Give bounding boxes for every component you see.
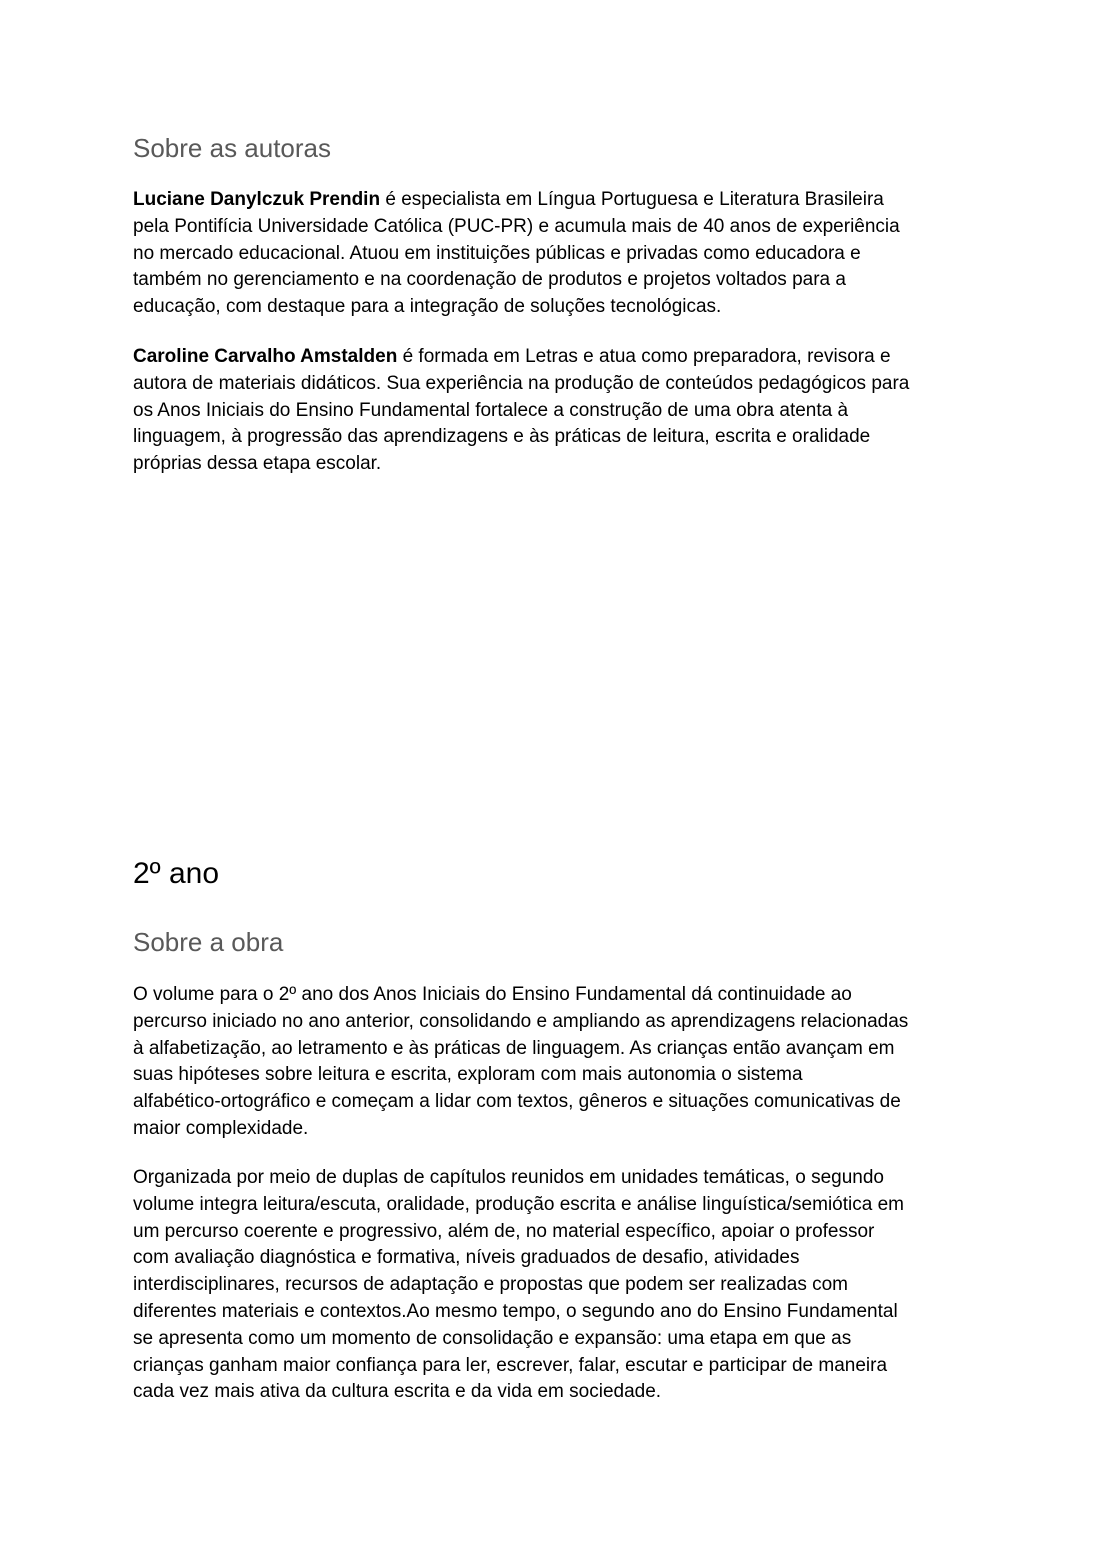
work-p1-line: O volume para o 2º ano dos Anos Iniciais do Ensino Fundamental dá continuidade ao <box>133 984 852 1005</box>
author2-paragraph <box>133 344 973 478</box>
work-p2-line: crianças ganham maior confiança para ler, escrever, falar, escutar e participar de maneira <box>133 1354 888 1376</box>
author1-line-text: é especialista em Língua Portuguesa e Literatura Brasileira <box>380 189 884 210</box>
work-p1-line: percurso iniciado no ano anterior, consolidando e ampliando as aprendizagens relacionadas <box>133 1010 909 1032</box>
work-p1-line: maior complexidade. <box>133 1117 309 1139</box>
author2-line: os Anos Iniciais do Ensino Fundamental fortalece a construção de uma obra atenta à <box>133 399 849 421</box>
author2-line: próprias dessa etapa escolar. <box>133 453 382 475</box>
work-section-title: Sobre a obra <box>133 927 284 957</box>
work-p1-line: alfabético-ortográfico e começam a lidar com textos, gêneros e situações comunicativas de <box>133 1091 901 1113</box>
author1-paragraph <box>133 187 973 321</box>
author1-name: Luciane Danylczuk Prendin <box>133 189 381 210</box>
author1-line: educação, com destaque para a integração de soluções tecnológicas. <box>133 296 722 318</box>
author1-line: pela Pontifícia Universidade Católica (PUC-PR) e acumula mais de 40 anos de experiência <box>133 215 900 237</box>
work-paragraph-2 <box>133 1165 973 1406</box>
work-p2-line: diferentes materiais e contextos.Ao mesmo tempo, o segundo ano do Ensino Fundamental <box>133 1300 898 1322</box>
authors-section-title: Sobre as autoras <box>133 133 332 163</box>
work-p2-line: volume integra leitura/escuta, oralidade, produção escrita e análise linguística/semiótica em <box>133 1193 904 1215</box>
author2-line: autora de materiais didáticos. Sua experiência na produção de conteúdos pedagógicos para <box>133 372 910 394</box>
author1-line-first <box>133 187 973 214</box>
author2-line-text: é formada em Letras e atua como preparadora, revisora e <box>397 346 891 367</box>
work-p1-line: suas hipóteses sobre leitura e escrita, exploram com mais autonomia o sistema <box>133 1064 803 1086</box>
author1-line: também no gerenciamento e na coordenação de produtos e projetos voltados para a <box>133 269 846 291</box>
work-p1-line: à alfabetização, ao letramento e às práticas de linguagem. As crianças então avançam em <box>133 1037 895 1059</box>
year-heading: 2º ano <box>133 857 220 890</box>
work-p2-line: se apresenta como um momento de consolidação e expansão: uma etapa em que as <box>133 1327 852 1349</box>
work-p2-line: um percurso coerente e progressivo, além de, no material específico, apoiar o professor <box>133 1220 875 1242</box>
author1-line: no mercado educacional. Atuou em instituições públicas e privadas como educadora e <box>133 242 861 264</box>
author2-line-first <box>133 344 973 371</box>
author2-name: Caroline Carvalho Amstalden <box>133 346 398 367</box>
work-p2-line: cada vez mais ativa da cultura escrita e da vida em sociedade. <box>133 1381 662 1403</box>
work-p2-line: com avaliação diagnóstica e formativa, níveis graduados de desafio, atividades <box>133 1247 800 1269</box>
work-p2-line: interdisciplinares, recursos de adaptação e propostas que podem ser realizadas com <box>133 1274 849 1296</box>
work-paragraph-1 <box>133 982 973 1143</box>
work-p2-line: Organizada por meio de duplas de capítulos reunidos em unidades temáticas, o segundo <box>133 1167 884 1188</box>
author2-line: linguagem, à progressão das aprendizagens e às práticas de leitura, escrita e oralidade <box>133 426 871 448</box>
